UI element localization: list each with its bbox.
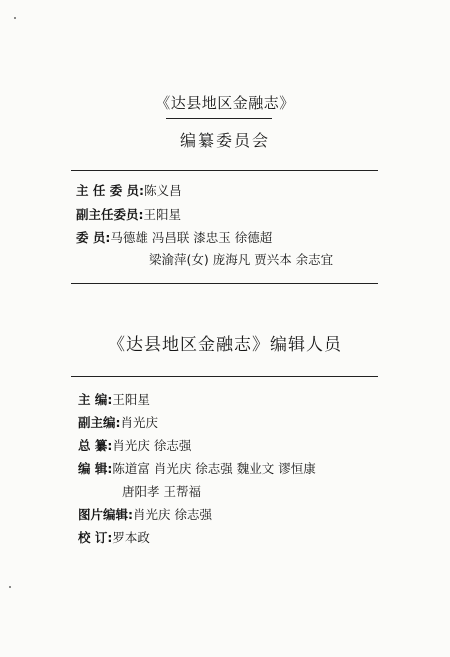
committee-row-director [76,183,182,199]
member-names: 王阳星 [143,207,182,222]
editors-row-chief-editor [78,392,150,408]
editors-row-editors-cont [122,484,201,500]
role-label: 委 员: [76,230,111,245]
member-names: 王阳星 [112,392,150,407]
member-names: 马德雄 冯昌联 漆忠玉 徐德超 [110,230,273,245]
role-label: 校 订: [78,530,113,545]
member-names: 梁渝萍(女) 庞海凡 贾兴本 余志宜 [149,252,334,267]
role-label: 图片编辑: [78,507,133,522]
member-names: 罗本政 [112,530,150,545]
divider-rule [71,283,378,284]
role-label: 副主编: [78,415,121,430]
member-names: 肖光庆 徐志强 [112,438,192,453]
member-names: 唐阳孝 王帮福 [122,484,201,499]
committee-row-deputy-director [76,207,181,223]
member-names: 肖光庆 徐志强 [133,507,212,522]
book-title: 《达县地区金融志》 [155,94,295,112]
editors-row-photo-editor [78,507,212,523]
editors-row-proofreader [78,530,150,546]
member-names: 肖光庆 [120,415,159,430]
committee-heading: 编纂委员会 [179,131,270,150]
scan-speck [14,17,16,19]
editors-heading: 《达县地区金融志》编辑人员 [108,335,342,355]
editors-row-editors [78,461,316,477]
member-names: 陈道富 肖光庆 徐志强 魏业文 谬恒康 [112,461,316,476]
role-label: 副主任委员: [76,207,144,222]
role-label: 主 编: [78,392,113,407]
committee-row-members-cont [149,252,333,268]
role-label: 主 任 委 员: [76,183,145,198]
title-underline [166,118,272,119]
editors-row-deputy-editor [78,415,158,431]
member-names: 陈义昌 [144,183,182,198]
divider-rule [71,170,378,171]
role-label: 编 辑: [78,461,113,476]
editors-row-compiler [78,438,191,454]
divider-rule [71,376,378,377]
scan-speck [9,586,11,588]
role-label: 总 纂: [78,438,113,453]
committee-row-members [76,230,272,246]
